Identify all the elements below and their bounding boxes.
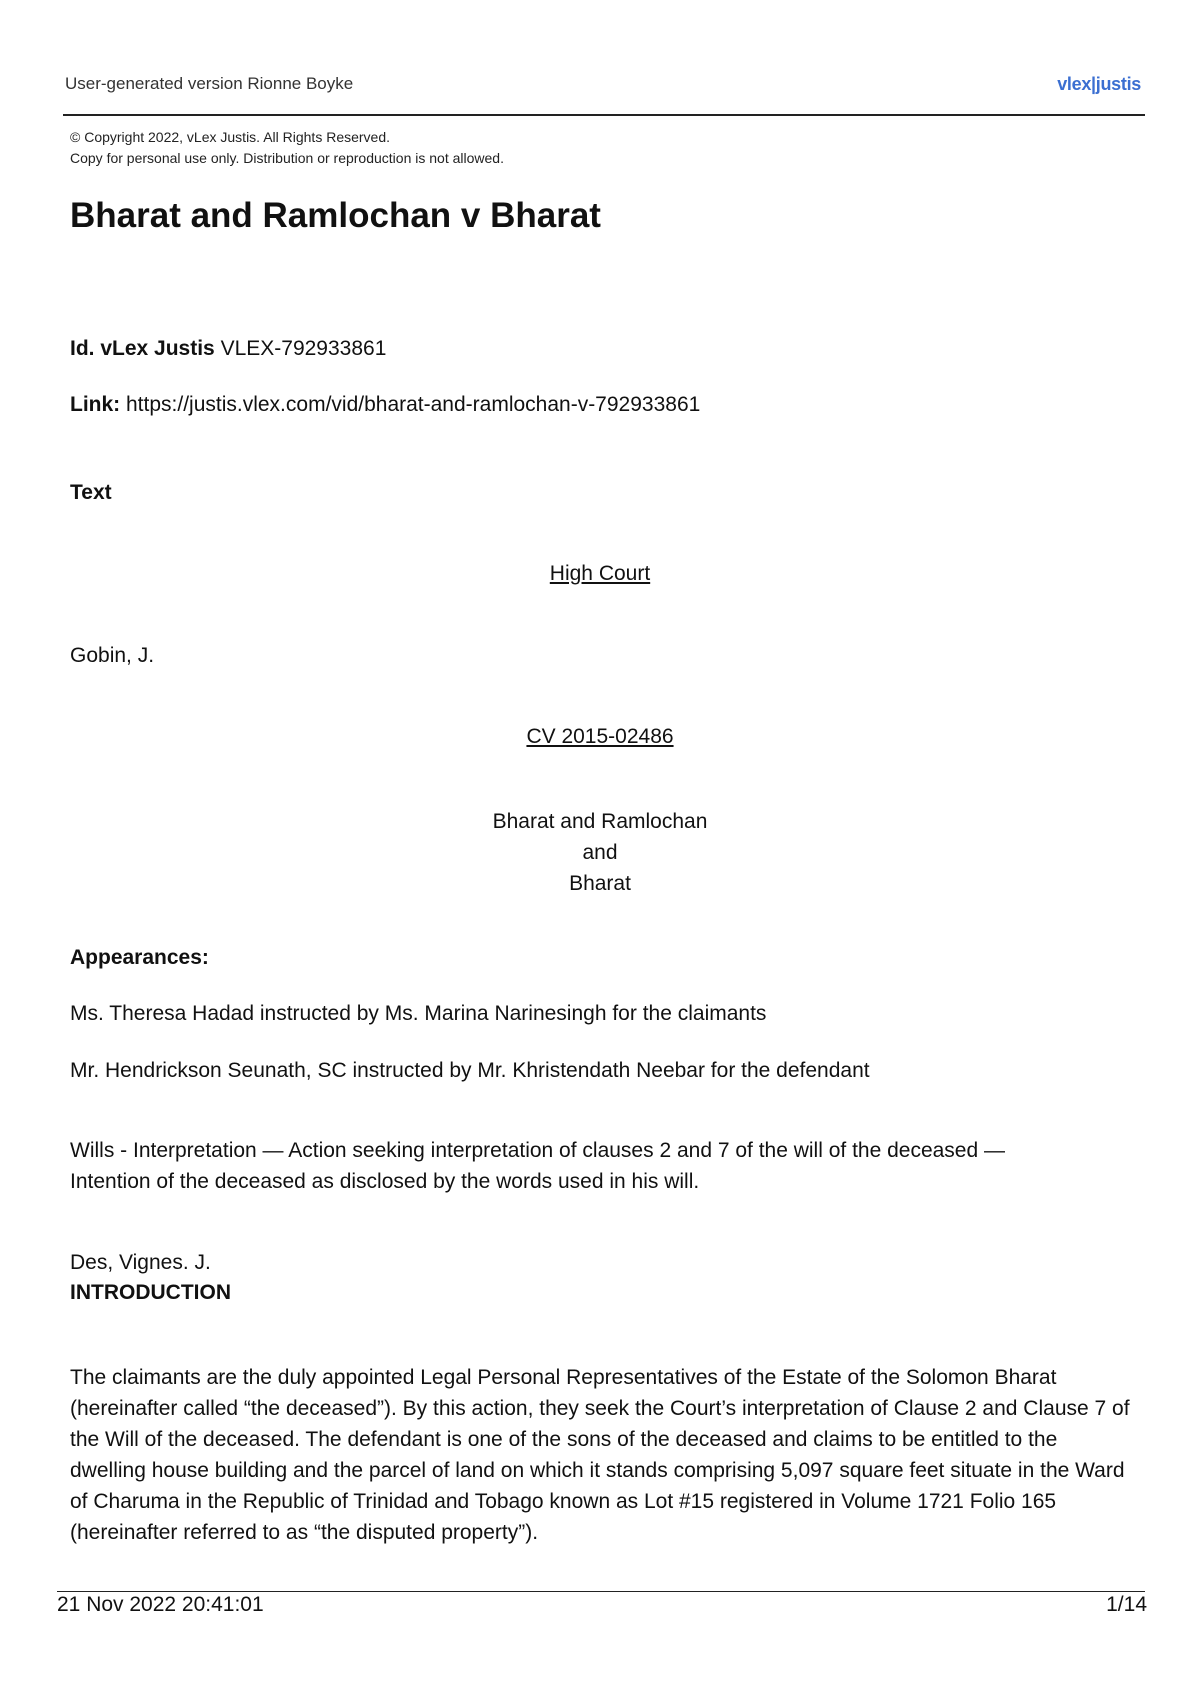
document-title: Bharat and Ramlochan v Bharat (70, 196, 601, 235)
introduction-paragraph: The claimants are the duly appointed Legal Personal Representatives of the Estate of the Solomon Bharat (hereinafter called “the deceased”). By this action, they seek the Court’s interpretation of Clause 2 and Clause 7 of the Will of the deceased. The defendant is one of the sons of the deceased and claims to be entitled to the dwelling house building and the parcel of land on which it stands comprising 5,097 square feet situate in the Ward of Charuma in the Republic of Trinidad and Tobago known as Lot #15 registered in Volume 1721 Folio 165 (hereinafter referred to as “the disputed property”). (70, 1366, 1130, 1544)
vlex-justis-logo: vlex|justis (1057, 74, 1141, 94)
headnote: Wills - Interpretation — Action seeking interpretation of clauses 2 and 7 of the will of the deceased — Intention of the deceased as disclosed by the words used in his will. (70, 1139, 1006, 1193)
link-line (70, 393, 700, 417)
parties-and: and (582, 841, 618, 864)
appearance-claimants: Ms. Theresa Hadad instructed by Ms. Marina Narinesingh for the claimants (70, 1002, 767, 1025)
appearance-defendant: Mr. Hendrickson Seunath, SC instructed by Mr. Khristendath Neebar for the defendant (70, 1059, 870, 1082)
parties-defendant: Bharat (569, 872, 631, 895)
court-name: High Court (549, 562, 651, 585)
vlex-id-label: Id. vLex Justis (70, 337, 215, 360)
link-label: Link: (70, 393, 121, 416)
text-section-label: Text (70, 481, 112, 504)
document-link[interactable]: https://justis.vlex.com/vid/bharat-and-ramlochan-v-792933861 (120, 393, 701, 416)
page-number: 1/14 (1106, 1593, 1147, 1616)
user-version-label: User-generated version Rionne Boyke (65, 74, 354, 93)
parties-block (0, 806, 1200, 899)
usage-notice-line: Copy for personal use only. Distribution or reproduction is not allowed. (70, 150, 504, 166)
judge-name: Gobin, J. (70, 644, 155, 667)
copyright-line: © Copyright 2022, vLex Justis. All Rights Reserved. (70, 129, 391, 145)
introduction-heading: INTRODUCTION (70, 1281, 231, 1304)
vlex-id-value: VLEX-792933861 (214, 337, 387, 360)
footer-divider (57, 1591, 1145, 1592)
parties-claimants: Bharat and Ramlochan (492, 810, 708, 833)
page-header (63, 74, 1145, 116)
copyright-notice (70, 127, 504, 169)
case-number: CV 2015-02486 (526, 725, 674, 748)
footer-timestamp: 21 Nov 2022 20:41:01 (57, 1593, 264, 1616)
vlex-id-line (70, 337, 386, 361)
judgment-author: Des, Vignes. J. (70, 1251, 211, 1274)
appearances-label: Appearances: (70, 946, 209, 969)
